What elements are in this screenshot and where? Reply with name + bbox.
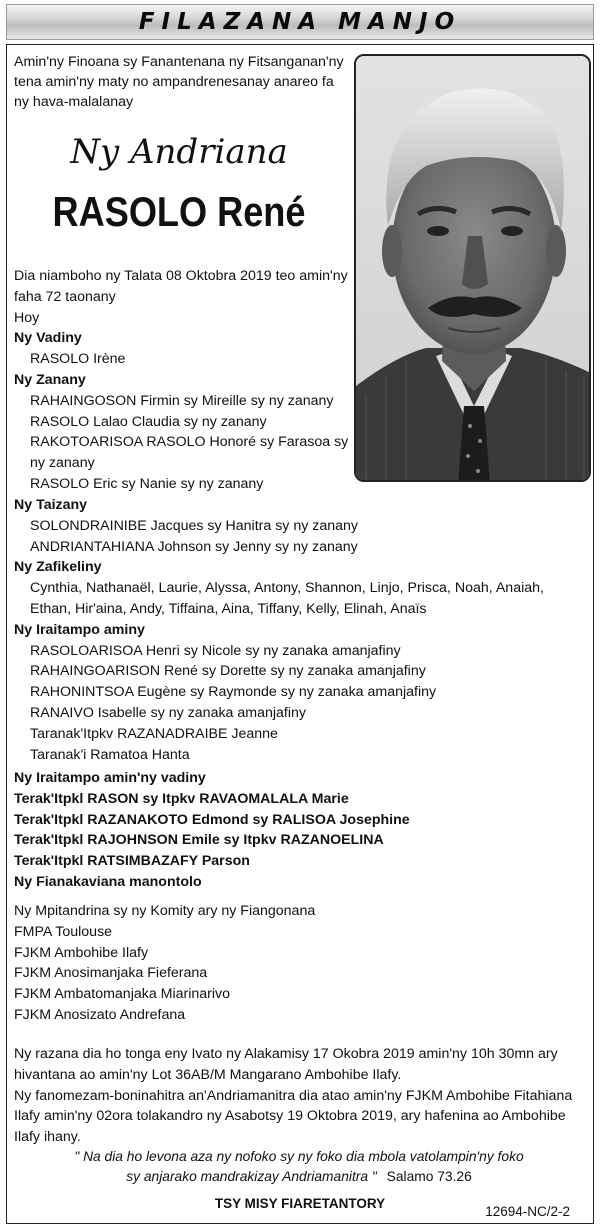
church-item: FJKM Anosimanjaka Fieferana <box>14 965 208 982</box>
list-item: RAHAINGOARISON René sy Dorette sy ny zanaka amanjafiny <box>30 663 426 680</box>
list-item: Taranak'i Ramatoa Hanta <box>30 746 190 763</box>
section-heading-vadiny: Ny Vadiny <box>14 330 82 347</box>
deceased-name: RASOLO René <box>52 188 306 235</box>
list-item: RASOLO Lalao Claudia sy ny zanany <box>30 413 267 430</box>
list-item: Terak'Itpkl RAJOHNSON Emile sy Itpkv RAZANOELINA <box>14 832 384 849</box>
list-item: Cynthia, Nathanaël, Laurie, Alyssa, Antony, Shannon, Linjo, Prisca, Noah, Anaiah, <box>30 580 544 597</box>
death-line: faha 72 taonany <box>14 288 116 305</box>
closing-note: TSY MISY FIARETANTORY <box>214 1196 386 1211</box>
list-item: RASOLOARISOA Henri sy Nicole sy ny zanaka amanjafiny <box>30 642 401 659</box>
death-announcement <box>14 266 354 495</box>
church-list <box>14 901 584 1026</box>
quote-line2 <box>14 1167 584 1187</box>
arrangements <box>14 1044 590 1148</box>
section-heading-iraitampo-vadiny: Ny Iraitampo amin'ny vadiny <box>14 770 206 786</box>
list-item: Terak'Itpkl RATSIMBAZAFY Parson <box>14 853 250 870</box>
church-item: Ny Mpitandrina sy ny Komity ary ny Fiangonana <box>14 903 316 919</box>
header-banner <box>6 4 594 40</box>
arrangement-line: Ilafy ihany. <box>14 1129 81 1146</box>
arrangement-line: Ny fanomezam-boninahitra an'Andriamanitra dia atao amin'ny FJKM Ambohibe Fitahiana <box>14 1087 573 1104</box>
portrait-image <box>356 56 591 482</box>
ad-reference: 12694-NC/2-2 <box>485 1204 570 1219</box>
section-heading-fianakaviana: Ny Fianakaviana manontolo <box>14 873 202 890</box>
intro-line: ny hava-malalanay <box>14 94 134 110</box>
church-item: FMPA Toulouse <box>14 923 113 940</box>
list-item: Terak'Itpkl RAZANAKOTO Edmond sy RALISOA Josephine <box>14 811 410 828</box>
death-line: Dia niamboho ny Talata 08 Oktobra 2019 teo amin'ny <box>14 268 348 284</box>
church-item: FJKM Anosizato Andrefana <box>14 1006 186 1023</box>
list-item: RAHONINTSOA Eugène sy Raymonde sy ny zanaka amanjafiny <box>30 684 437 701</box>
list-item: RASOLO Eric sy Nanie sy ny zanany <box>30 475 264 492</box>
arrangement-line: Ilafy amin'ny 02ora tolakandro ny Asabotsy 19 Oktobra 2019, ary hafenina ao Ambohibe <box>14 1108 566 1125</box>
in-laws-list <box>14 768 584 893</box>
family-list <box>14 495 584 765</box>
quote-reference: Salamo 73.26 <box>386 1169 472 1184</box>
list-item: Taranak'Itpkv RAZANADRAIBE Jeanne <box>30 725 278 742</box>
notice-title: FILAZANA MANJO <box>138 9 462 35</box>
church-item: FJKM Ambatomanjaka Miarinarivo <box>14 986 231 1003</box>
list-item: SOLONDRAINIBE Jacques sy Hanitra sy ny zanany <box>30 517 359 534</box>
section-heading-iraitampo: Ny Iraitampo aminy <box>14 621 145 638</box>
portrait-photo <box>354 54 591 482</box>
intro-paragraph <box>14 52 350 112</box>
deceased-honorific: Ny Andriana <box>70 132 288 172</box>
hoy-label: Hoy <box>14 309 40 326</box>
section-heading-taizany: Ny Taizany <box>14 497 88 513</box>
quote-line: " Na dia ho levona aza ny nofoko sy ny foko dia mbola vatolampin'ny foko <box>74 1149 524 1164</box>
intro-line: tena amin'ny maty no ampandrenesanay anareo fa <box>14 74 334 90</box>
list-item: RAKOTOARISOA RASOLO Honoré sy Farasoa sy <box>30 434 349 451</box>
list-item: RAHAINGOSON Firmin sy Mireille sy ny zanany <box>30 392 334 409</box>
arrangement-line: Ny razana dia ho tonga eny Ivato ny Alakamisy 17 Okobra 2019 amin'ny 10h 30mn ary <box>14 1046 558 1062</box>
arrangement-line: hivantana ao amin'ny Lot 36AB/M Mangarano Ambohibe Ilafy. <box>14 1066 402 1083</box>
list-item: ny zanany <box>30 455 95 472</box>
section-heading-zanany: Ny Zanany <box>14 371 86 388</box>
list-item: ANDRIANTAHIANA Johnson sy Jenny sy ny zanany <box>30 538 358 555</box>
list-item: RASOLO Irène <box>30 351 126 368</box>
list-item: Ethan, Hir'aina, Andy, Tiffaina, Aina, Tiffany, Kelly, Elinah, Anaïs <box>30 600 427 617</box>
list-item: Terak'Itpkl RASON sy Itpkv RAVAOMALALA Marie <box>14 790 349 807</box>
intro-line: Amin'ny Finoana sy Fanantenana ny Fitsanganan'ny <box>14 54 344 70</box>
list-item: RANAIVO Isabelle sy ny zanaka amanjafiny <box>30 704 306 721</box>
church-item: FJKM Ambohibe Ilafy <box>14 944 149 961</box>
scripture-quote <box>14 1147 584 1187</box>
section-heading-zafikeliny: Ny Zafikeliny <box>14 559 102 576</box>
quote-text: sy anjarako mandrakizay Andriamanitra " <box>126 1169 377 1184</box>
